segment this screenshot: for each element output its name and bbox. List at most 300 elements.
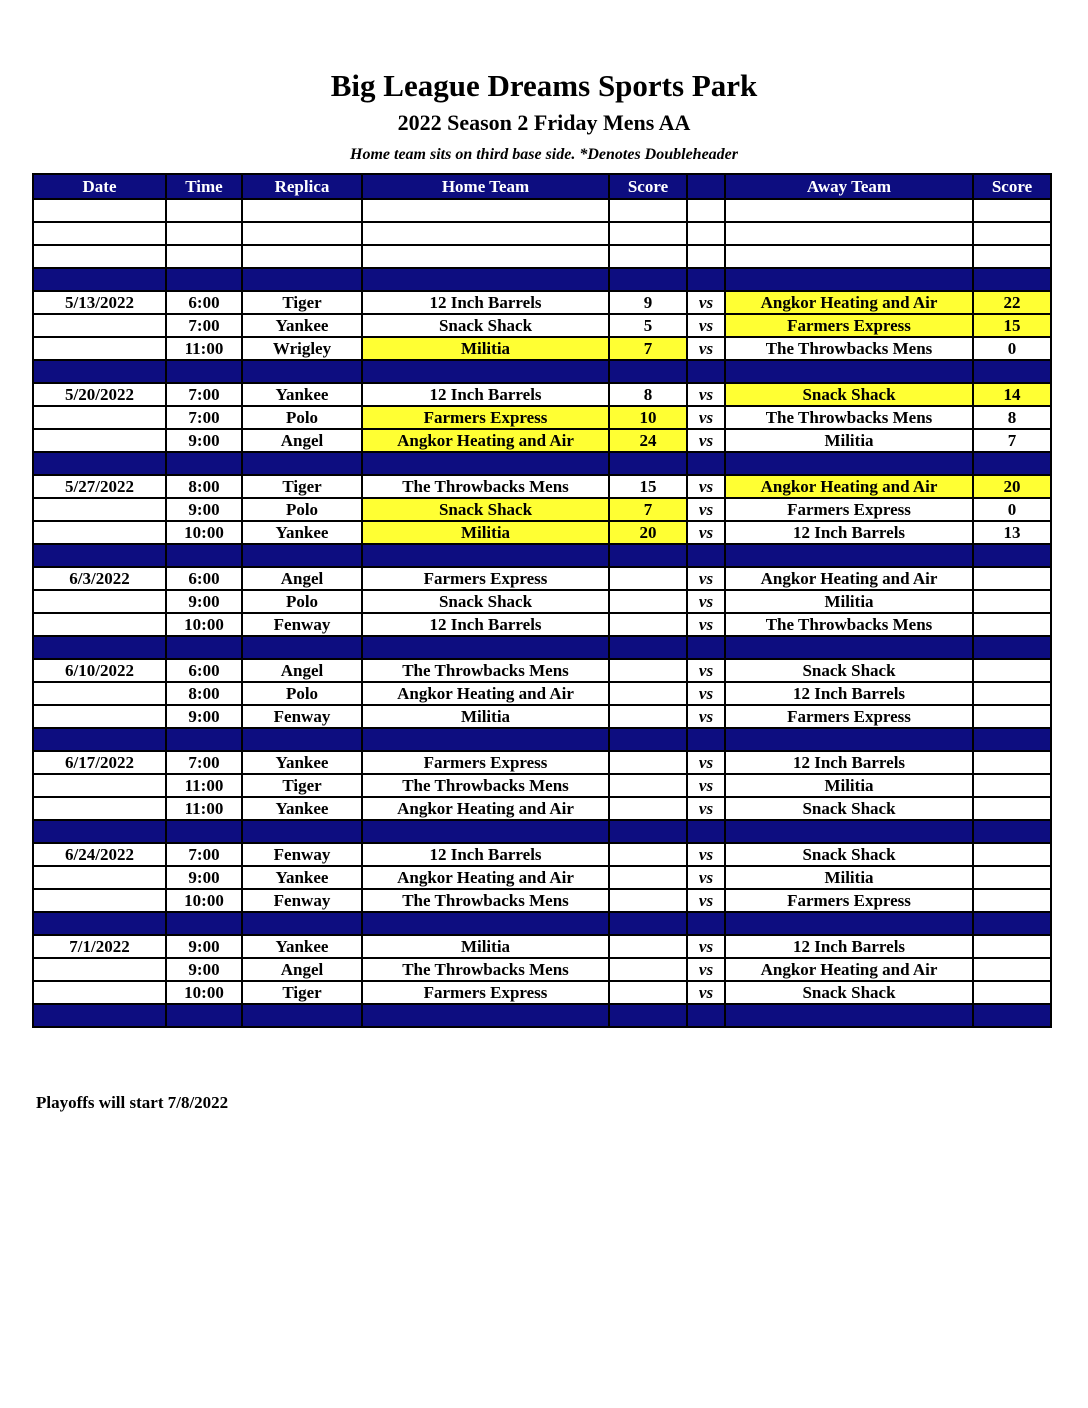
away-team-cell: The Throwbacks Mens (725, 613, 973, 636)
home-score-cell (609, 935, 687, 958)
away-score-cell (973, 590, 1051, 613)
time-cell: 7:00 (166, 406, 242, 429)
vs-cell: vs (687, 314, 725, 337)
date-cell: 6/3/2022 (33, 567, 166, 590)
away-team-cell: Snack Shack (725, 797, 973, 820)
vs-cell: vs (687, 659, 725, 682)
vs-cell (687, 728, 725, 751)
replica-cell: Yankee (242, 314, 362, 337)
date-cell (33, 636, 166, 659)
game-row (33, 889, 1051, 912)
away-team-cell: Farmers Express (725, 314, 973, 337)
home-score-cell: 8 (609, 383, 687, 406)
home-score-cell (609, 912, 687, 935)
home-score-cell (609, 245, 687, 268)
away-score-cell (973, 912, 1051, 935)
replica-cell: Fenway (242, 843, 362, 866)
date-cell (33, 314, 166, 337)
replica-cell (242, 222, 362, 245)
away-team-cell: The Throwbacks Mens (725, 337, 973, 360)
time-cell (166, 912, 242, 935)
date-cell: 5/20/2022 (33, 383, 166, 406)
away-score-cell (973, 820, 1051, 843)
home-team-cell: 12 Inch Barrels (362, 291, 609, 314)
replica-cell: Angel (242, 958, 362, 981)
replica-cell: Angel (242, 429, 362, 452)
home-score-cell (609, 889, 687, 912)
home-team-cell (362, 728, 609, 751)
date-cell (33, 544, 166, 567)
away-score-cell (973, 728, 1051, 751)
time-cell: 7:00 (166, 751, 242, 774)
away-score-cell (973, 222, 1051, 245)
away-score-cell (973, 981, 1051, 1004)
away-team-cell: Militia (725, 429, 973, 452)
away-score-cell: 7 (973, 429, 1051, 452)
home-team-cell: Snack Shack (362, 590, 609, 613)
away-team-cell: Militia (725, 866, 973, 889)
away-score-cell (973, 613, 1051, 636)
date-cell (33, 268, 166, 291)
home-score-cell (609, 222, 687, 245)
game-row (33, 866, 1051, 889)
time-cell (166, 636, 242, 659)
away-score-cell (973, 268, 1051, 291)
vs-cell (687, 1004, 725, 1027)
game-row (33, 981, 1051, 1004)
away-score-cell (973, 544, 1051, 567)
replica-cell (242, 268, 362, 291)
separator-row (33, 820, 1051, 843)
away-team-cell: Angkor Heating and Air (725, 291, 973, 314)
away-team-cell (725, 452, 973, 475)
home-score-cell (609, 705, 687, 728)
time-cell: 9:00 (166, 935, 242, 958)
date-cell (33, 498, 166, 521)
vs-cell: vs (687, 429, 725, 452)
playoffs-note: Playoffs will start 7/8/2022 (36, 1093, 229, 1112)
time-cell: 7:00 (166, 843, 242, 866)
home-score-cell (609, 636, 687, 659)
replica-cell: Yankee (242, 383, 362, 406)
home-score-cell (609, 682, 687, 705)
vs-cell: vs (687, 567, 725, 590)
away-score-cell: 22 (973, 291, 1051, 314)
time-cell: 8:00 (166, 475, 242, 498)
vs-cell: vs (687, 866, 725, 889)
home-team-cell: Angkor Heating and Air (362, 866, 609, 889)
date-cell: 7/1/2022 (33, 935, 166, 958)
away-team-cell (725, 636, 973, 659)
vs-cell: vs (687, 682, 725, 705)
replica-cell: Tiger (242, 291, 362, 314)
home-team-cell: Farmers Express (362, 567, 609, 590)
time-cell (166, 452, 242, 475)
time-cell (166, 222, 242, 245)
vs-cell: vs (687, 337, 725, 360)
home-team-cell: The Throwbacks Mens (362, 475, 609, 498)
vs-cell: vs (687, 406, 725, 429)
time-cell: 10:00 (166, 889, 242, 912)
game-row (33, 314, 1051, 337)
away-score-cell (973, 1004, 1051, 1027)
away-score-cell (973, 199, 1051, 222)
home-score-cell (609, 1004, 687, 1027)
time-cell (166, 268, 242, 291)
replica-cell: Angel (242, 567, 362, 590)
away-team-cell: Snack Shack (725, 843, 973, 866)
separator-row (33, 912, 1051, 935)
home-team-cell: The Throwbacks Mens (362, 659, 609, 682)
vs-cell (687, 268, 725, 291)
replica-cell (242, 636, 362, 659)
away-team-cell (725, 245, 973, 268)
home-team-cell: 12 Inch Barrels (362, 843, 609, 866)
col-home-team: Home Team (362, 174, 609, 199)
home-team-cell: 12 Inch Barrels (362, 613, 609, 636)
vs-cell: vs (687, 774, 725, 797)
time-cell: 11:00 (166, 337, 242, 360)
vs-cell: vs (687, 291, 725, 314)
home-score-cell (609, 843, 687, 866)
home-team-cell (362, 245, 609, 268)
time-cell: 6:00 (166, 659, 242, 682)
home-team-cell (362, 360, 609, 383)
separator-row (33, 728, 1051, 751)
home-score-cell (609, 659, 687, 682)
away-team-cell (725, 199, 973, 222)
vs-cell (687, 820, 725, 843)
away-score-cell: 8 (973, 406, 1051, 429)
date-cell (33, 521, 166, 544)
vs-cell (687, 912, 725, 935)
time-cell (166, 1004, 242, 1027)
home-team-cell: Militia (362, 521, 609, 544)
date-cell (33, 429, 166, 452)
replica-cell: Polo (242, 498, 362, 521)
vs-cell (687, 452, 725, 475)
game-row (33, 406, 1051, 429)
time-cell (166, 360, 242, 383)
game-row (33, 590, 1051, 613)
away-score-cell: 13 (973, 521, 1051, 544)
away-team-cell (725, 222, 973, 245)
time-cell: 7:00 (166, 314, 242, 337)
away-team-cell: Farmers Express (725, 498, 973, 521)
replica-cell: Tiger (242, 981, 362, 1004)
away-team-cell: Angkor Heating and Air (725, 475, 973, 498)
date-cell (33, 360, 166, 383)
away-team-cell: Militia (725, 590, 973, 613)
away-score-cell (973, 659, 1051, 682)
home-score-cell (609, 797, 687, 820)
home-score-cell (609, 751, 687, 774)
away-team-cell (725, 1004, 973, 1027)
home-team-cell: Militia (362, 705, 609, 728)
date-cell (33, 682, 166, 705)
home-team-cell: Militia (362, 337, 609, 360)
game-row (33, 682, 1051, 705)
replica-cell (242, 452, 362, 475)
home-score-cell (609, 199, 687, 222)
home-team-cell (362, 452, 609, 475)
replica-cell: Polo (242, 682, 362, 705)
schedule-header (33, 174, 1051, 199)
time-cell: 10:00 (166, 521, 242, 544)
replica-cell (242, 199, 362, 222)
vs-cell (687, 636, 725, 659)
date-cell (33, 705, 166, 728)
vs-cell: vs (687, 475, 725, 498)
home-score-cell (609, 452, 687, 475)
replica-cell (242, 728, 362, 751)
game-row (33, 659, 1051, 682)
away-team-cell: Angkor Heating and Air (725, 567, 973, 590)
vs-cell (687, 360, 725, 383)
home-score-cell (609, 820, 687, 843)
game-row (33, 797, 1051, 820)
away-team-cell: 12 Inch Barrels (725, 682, 973, 705)
date-cell (33, 774, 166, 797)
away-team-cell: Farmers Express (725, 889, 973, 912)
col-away-team: Away Team (725, 174, 973, 199)
separator-row (33, 360, 1051, 383)
date-cell (33, 613, 166, 636)
home-score-cell (609, 360, 687, 383)
separator-row (33, 268, 1051, 291)
time-cell (166, 728, 242, 751)
separator-row (33, 636, 1051, 659)
home-score-cell (609, 774, 687, 797)
replica-cell: Polo (242, 406, 362, 429)
home-team-cell: The Throwbacks Mens (362, 774, 609, 797)
replica-cell: Wrigley (242, 337, 362, 360)
vs-cell (687, 222, 725, 245)
vs-cell: vs (687, 981, 725, 1004)
away-team-cell (725, 268, 973, 291)
away-team-cell: Snack Shack (725, 659, 973, 682)
page-subtitle: 2022 Season 2 Friday Mens AA (397, 110, 691, 135)
page-note: Home team sits on third base side. *Denotes Doubleheader (350, 146, 738, 163)
time-cell: 9:00 (166, 866, 242, 889)
game-row (33, 291, 1051, 314)
away-team-cell: Snack Shack (725, 981, 973, 1004)
home-score-cell (609, 958, 687, 981)
away-team-cell (725, 360, 973, 383)
replica-cell: Tiger (242, 774, 362, 797)
vs-cell: vs (687, 797, 725, 820)
replica-cell (242, 360, 362, 383)
game-row (33, 337, 1051, 360)
home-score-cell: 9 (609, 291, 687, 314)
home-score-cell (609, 613, 687, 636)
date-cell (33, 797, 166, 820)
col-home-score: Score (609, 174, 687, 199)
replica-cell: Fenway (242, 889, 362, 912)
replica-cell: Angel (242, 659, 362, 682)
away-score-cell (973, 774, 1051, 797)
away-team-cell: Farmers Express (725, 705, 973, 728)
game-row (33, 705, 1051, 728)
away-team-cell (725, 544, 973, 567)
separator-row (33, 1004, 1051, 1027)
home-score-cell (609, 567, 687, 590)
date-cell (33, 820, 166, 843)
away-team-cell (725, 728, 973, 751)
blank-row (33, 222, 1051, 245)
date-cell: 6/17/2022 (33, 751, 166, 774)
time-cell: 10:00 (166, 981, 242, 1004)
replica-cell: Yankee (242, 521, 362, 544)
time-cell (166, 199, 242, 222)
away-score-cell (973, 705, 1051, 728)
game-row (33, 958, 1051, 981)
replica-cell (242, 820, 362, 843)
time-cell: 11:00 (166, 797, 242, 820)
date-cell (33, 245, 166, 268)
home-team-cell: Farmers Express (362, 981, 609, 1004)
time-cell: 9:00 (166, 958, 242, 981)
vs-cell: vs (687, 751, 725, 774)
home-team-cell: Angkor Heating and Air (362, 429, 609, 452)
away-score-cell (973, 866, 1051, 889)
away-score-cell (973, 958, 1051, 981)
time-cell: 9:00 (166, 590, 242, 613)
away-team-cell: 12 Inch Barrels (725, 935, 973, 958)
game-row (33, 498, 1051, 521)
blank-row (33, 199, 1051, 222)
home-team-cell (362, 820, 609, 843)
date-cell (33, 889, 166, 912)
away-score-cell (973, 636, 1051, 659)
vs-cell: vs (687, 383, 725, 406)
home-team-cell: Snack Shack (362, 314, 609, 337)
replica-cell: Yankee (242, 751, 362, 774)
header-row (33, 174, 1051, 199)
time-cell: 9:00 (166, 429, 242, 452)
home-score-cell: 10 (609, 406, 687, 429)
time-cell (166, 820, 242, 843)
date-cell: 6/10/2022 (33, 659, 166, 682)
home-team-cell: Farmers Express (362, 406, 609, 429)
date-cell (33, 728, 166, 751)
home-score-cell: 7 (609, 337, 687, 360)
col-away-score: Score (973, 174, 1051, 199)
away-team-cell (725, 820, 973, 843)
away-score-cell (973, 751, 1051, 774)
home-team-cell (362, 912, 609, 935)
away-score-cell (973, 682, 1051, 705)
date-cell (33, 222, 166, 245)
home-score-cell: 24 (609, 429, 687, 452)
replica-cell: Yankee (242, 935, 362, 958)
away-team-cell: 12 Inch Barrels (725, 521, 973, 544)
home-team-cell (362, 544, 609, 567)
home-team-cell: Snack Shack (362, 498, 609, 521)
replica-cell: Yankee (242, 866, 362, 889)
away-score-cell: 0 (973, 337, 1051, 360)
separator-row (33, 544, 1051, 567)
home-team-cell: Militia (362, 935, 609, 958)
time-cell: 11:00 (166, 774, 242, 797)
game-row (33, 429, 1051, 452)
home-score-cell: 7 (609, 498, 687, 521)
game-row (33, 567, 1051, 590)
home-team-cell: Angkor Heating and Air (362, 797, 609, 820)
time-cell: 9:00 (166, 498, 242, 521)
away-score-cell (973, 797, 1051, 820)
home-team-cell (362, 268, 609, 291)
time-cell: 10:00 (166, 613, 242, 636)
home-team-cell: The Throwbacks Mens (362, 958, 609, 981)
game-row (33, 751, 1051, 774)
away-team-cell: The Throwbacks Mens (725, 406, 973, 429)
away-score-cell: 15 (973, 314, 1051, 337)
away-score-cell: 0 (973, 498, 1051, 521)
home-score-cell: 20 (609, 521, 687, 544)
date-cell (33, 866, 166, 889)
game-row (33, 521, 1051, 544)
time-cell (166, 544, 242, 567)
col-vs (687, 174, 725, 199)
away-score-cell (973, 360, 1051, 383)
away-score-cell: 20 (973, 475, 1051, 498)
col-date: Date (33, 174, 166, 199)
game-row (33, 475, 1051, 498)
away-score-cell: 14 (973, 383, 1051, 406)
home-team-cell: The Throwbacks Mens (362, 889, 609, 912)
date-cell: 5/13/2022 (33, 291, 166, 314)
game-row (33, 383, 1051, 406)
vs-cell: vs (687, 935, 725, 958)
col-time: Time (166, 174, 242, 199)
replica-cell: Fenway (242, 613, 362, 636)
away-score-cell (973, 843, 1051, 866)
date-cell (33, 1004, 166, 1027)
home-score-cell: 5 (609, 314, 687, 337)
home-team-cell: Farmers Express (362, 751, 609, 774)
replica-cell: Tiger (242, 475, 362, 498)
replica-cell (242, 1004, 362, 1027)
home-score-cell (609, 866, 687, 889)
away-team-cell (725, 912, 973, 935)
away-team-cell: Snack Shack (725, 383, 973, 406)
replica-cell (242, 245, 362, 268)
date-cell (33, 958, 166, 981)
home-team-cell: Angkor Heating and Air (362, 682, 609, 705)
home-team-cell (362, 222, 609, 245)
schedule-table (32, 173, 1052, 1028)
away-score-cell (973, 452, 1051, 475)
time-cell: 7:00 (166, 383, 242, 406)
date-cell: 6/24/2022 (33, 843, 166, 866)
vs-cell: vs (687, 590, 725, 613)
time-cell: 6:00 (166, 567, 242, 590)
vs-cell: vs (687, 889, 725, 912)
home-score-cell (609, 268, 687, 291)
home-score-cell (609, 590, 687, 613)
replica-cell (242, 912, 362, 935)
date-cell (33, 199, 166, 222)
game-row (33, 843, 1051, 866)
home-team-cell (362, 636, 609, 659)
replica-cell (242, 544, 362, 567)
replica-cell: Fenway (242, 705, 362, 728)
col-replica: Replica (242, 174, 362, 199)
schedule-body (33, 199, 1051, 1027)
home-team-cell (362, 1004, 609, 1027)
game-row (33, 935, 1051, 958)
